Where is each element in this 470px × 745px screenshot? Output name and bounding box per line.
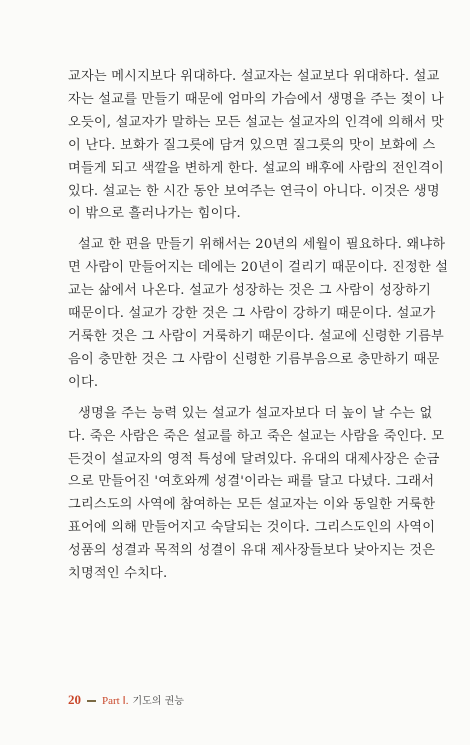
paragraph-1-line: 이 밖으로 흘러나가는 힘이다. [68,206,241,222]
paragraph-3-line: 그리스도의 사역에 참여하는 모든 설교자는 이와 동일한 거룩한 [68,497,436,513]
paragraph-3-line: 표어에 의해 만들어지고 숙달되는 것이다. 그리스도인의 사역이 [68,520,436,536]
paragraph-3-line: 다. 죽은 사람은 죽은 설교를 하고 죽은 설교는 사람을 죽인다. 모 [68,428,445,444]
body-text [68,66,449,586]
paragraph-3-line: 치명적인 수치다. [68,566,168,582]
paragraph-1-line: 오듯이, 설교자가 말하는 모든 설교는 설교자의 인격에 의해서 맛 [68,114,444,130]
paragraph-3-line: 든것이 설교자의 영적 특성에 달려있다. 유대의 대제사장은 순금 [68,451,440,467]
paragraph-1-line: 자는 설교를 만들기 때문에 엄마의 가슴에서 생명을 주는 젖이 나 [68,91,444,107]
paragraph-2-line: 음이 충만한 것은 그 사람이 신령한 기름부음으로 충만하기 때문 [68,351,440,367]
paragraph-2-line: 면 사람이 만들어지는 데에는 20년이 걸리기 때문이다. 진정한 설 [68,260,449,276]
running-footer [68,692,184,708]
paragraph-2-line: 때문이다. 설교가 강한 것은 그 사람이 강하기 때문이다. 설교가 [68,306,436,322]
paragraph-2-line: 이다. [68,374,99,390]
page-number: 20 [68,692,81,707]
part-title: 기도의 권능 [132,696,184,707]
footer-rule [87,700,96,702]
paragraph-2-line: 교는 삶에서 나온다. 설교가 성장하는 것은 그 사람이 성장하기 [68,283,432,299]
part-label: Part Ⅰ. [102,695,129,707]
paragraph-3-line: 으로 만들어진 '여호와께 성결'이라는 패를 달고 다녔다. 그래서 [68,474,435,490]
paragraph-3-line: 성품의 성결과 목적의 성결이 유대 제사장들보다 낮아지는 것은 [68,543,436,559]
paragraph-1-line: 며들게 되고 색깔을 변하게 한다. 설교의 배후에 사람의 전인격이 [68,160,444,176]
paragraph-1-line: 있다. 설교는 한 시간 동안 보여주는 연극이 아니다. 이것은 생명 [68,183,440,199]
paragraph-2-line: 설교 한 편을 만들기 위해서는 20년의 세월이 필요하다. 왜냐하 [78,237,446,253]
paragraph-2-line: 거룩한 것은 그 사람이 거룩하기 때문이다. 설교에 신령한 기름부 [68,328,444,344]
paragraph-1-line: 교자는 메시지보다 위대하다. 설교자는 설교보다 위대하다. 설교 [68,69,440,84]
paragraph-1-line: 이 난다. 보화가 질그릇에 담겨 있으면 질그릇의 맛이 보화에 스 [68,137,436,153]
paragraph-3-line: 생명을 주는 능력 있는 설교가 설교자보다 더 높이 날 수는 없 [78,405,433,421]
